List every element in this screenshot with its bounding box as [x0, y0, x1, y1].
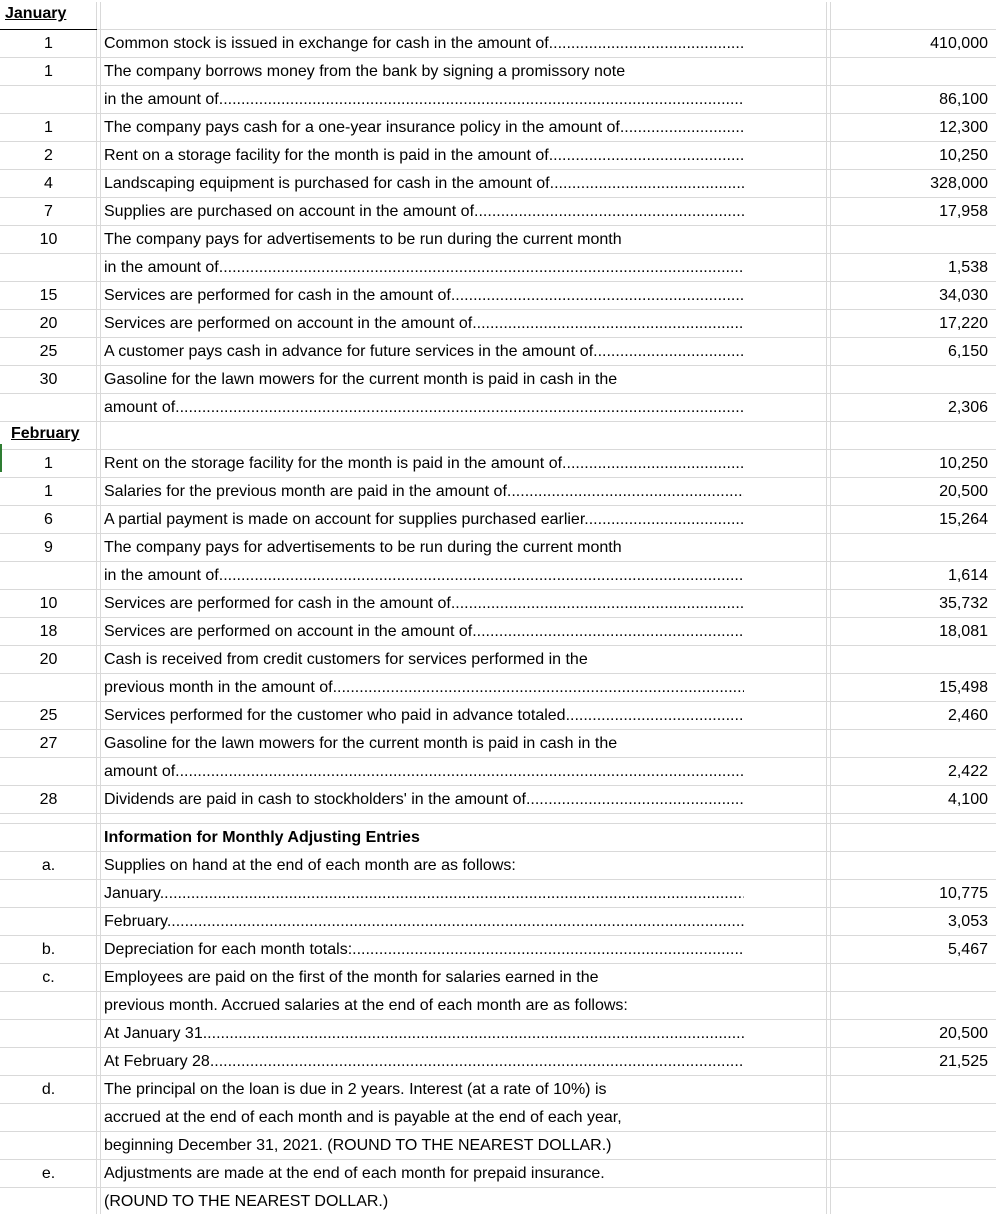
row-description: Employees are paid on the first of the month for salaries earned in the	[104, 969, 599, 986]
row-description: Information for Monthly Adjusting Entries	[104, 829, 420, 846]
table-row	[0, 936, 996, 964]
row-date: 10	[39, 595, 58, 612]
row-date: d.	[41, 1081, 56, 1098]
cell-c1[interactable]	[0, 758, 97, 786]
table-row	[0, 758, 996, 786]
row-date: 1	[44, 63, 53, 80]
row-amount: 1,614	[947, 567, 988, 584]
row-description: Common stock is issued in exchange for cash in the amount of .....	[104, 35, 744, 53]
february-month-label: February	[11, 425, 80, 442]
table-row	[0, 824, 996, 852]
row-description: previous month. Accrued salaries at the end of each month are as follows:	[104, 997, 628, 1014]
row-description: The company pays for advertisements to be run during the current month	[104, 231, 622, 248]
row-amount: 20,500	[939, 483, 988, 500]
january-month-label: January	[5, 5, 67, 22]
cell-c1[interactable]	[0, 1048, 97, 1076]
row-date: 30	[39, 371, 58, 388]
row-date: 20	[39, 315, 58, 332]
row-description: Rent on the storage facility for the month is paid in the amount of .....	[104, 455, 744, 473]
cell-c5[interactable]	[831, 730, 996, 758]
table-row	[0, 730, 996, 758]
row-amount: 4,100	[947, 791, 988, 808]
cell-c5[interactable]	[831, 1160, 996, 1188]
table-row	[0, 702, 996, 730]
cell-c1[interactable]	[0, 562, 97, 590]
row-description: Rent on a storage facility for the month is paid in the amount of .....	[104, 147, 744, 165]
row-date: 1	[44, 455, 53, 472]
row-description: Adjustments are made at the end of each month for prepaid insurance.	[104, 1165, 605, 1182]
row-amount: 12,300	[939, 119, 988, 136]
cell-c1[interactable]	[0, 86, 97, 114]
row-description: Supplies on hand at the end of each month are as follows:	[104, 857, 516, 874]
row-amount: 2,422	[947, 763, 988, 780]
cell-c5[interactable]	[831, 1076, 996, 1104]
row-description: The company pays for advertisements to be run during the current month	[104, 539, 622, 556]
row-date: 15	[39, 287, 58, 304]
table-row	[0, 338, 996, 366]
cell-c5[interactable]	[831, 1104, 996, 1132]
table-row	[0, 618, 996, 646]
row-description: in the amount of .....	[104, 259, 744, 277]
table-row	[0, 30, 996, 58]
row-date: 25	[39, 343, 58, 360]
row-amount: 6,150	[947, 343, 988, 360]
cell-c5[interactable]	[831, 964, 996, 992]
row-date: 18	[39, 623, 58, 640]
cell-c5[interactable]	[831, 814, 996, 824]
row-description: A customer pays cash in advance for future services in the amount of .....	[104, 343, 744, 361]
row-date: 6	[44, 511, 53, 528]
table-row	[0, 506, 996, 534]
row-description: At January 31 .....	[104, 1025, 744, 1043]
row-amount: 2,306	[947, 399, 988, 416]
table-row	[0, 226, 996, 254]
row-description: The company pays cash for a one-year insurance policy in the amount of .....	[104, 119, 744, 137]
cell-c3[interactable]	[101, 422, 827, 450]
cell-c5[interactable]	[831, 2, 996, 30]
row-amount: 35,732	[939, 595, 988, 612]
cell-c3[interactable]	[101, 2, 827, 30]
row-description: A partial payment is made on account for supplies purchased earlier .....	[104, 511, 744, 529]
table-row	[0, 1160, 996, 1188]
spacer-row	[0, 814, 996, 824]
row-amount: 5,467	[947, 941, 988, 958]
row-date: a.	[41, 857, 56, 874]
row-amount: 20,500	[939, 1025, 988, 1042]
cell-c5[interactable]	[831, 1132, 996, 1160]
cell-c1[interactable]	[0, 992, 97, 1020]
table-row	[0, 86, 996, 114]
cell-c1[interactable]	[0, 674, 97, 702]
table-row	[0, 992, 996, 1020]
row-description: amount of .....	[104, 399, 744, 417]
row-description: The principal on the loan is due in 2 years. Interest (at a rate of 10%) is	[104, 1081, 607, 1098]
row-date: 1	[44, 483, 53, 500]
row-date: 7	[44, 203, 53, 220]
row-description: Dividends are paid in cash to stockholders' in the amount of .....	[104, 791, 744, 809]
row-description: Services are performed for cash in the amount of .....	[104, 595, 744, 613]
row-date: 27	[39, 735, 58, 752]
table-row	[0, 310, 996, 338]
table-row	[0, 646, 996, 674]
cell-c5[interactable]	[831, 58, 996, 86]
table-row	[0, 880, 996, 908]
row-date: 9	[44, 539, 53, 556]
table-row	[0, 562, 996, 590]
cell-c5[interactable]	[831, 992, 996, 1020]
row-date: 10	[39, 231, 58, 248]
table-row	[0, 590, 996, 618]
row-description: accrued at the end of each month and is payable at the end of each year,	[104, 1109, 622, 1126]
row-description: Depreciation for each month totals: .....	[104, 941, 744, 959]
cell-c1[interactable]	[0, 1104, 97, 1132]
row-amount: 17,958	[939, 203, 988, 220]
row-description: Services performed for the customer who paid in advance totaled .....	[104, 707, 744, 725]
row-amount: 410,000	[930, 35, 988, 52]
cell-c1[interactable]	[0, 254, 97, 282]
table-row	[0, 366, 996, 394]
cell-c5[interactable]	[831, 422, 996, 450]
row-amount: 18,081	[939, 623, 988, 640]
row-description: beginning December 31, 2021. (ROUND TO THE NEAREST DOLLAR.)	[104, 1137, 612, 1154]
cell-c5[interactable]	[831, 852, 996, 880]
table-row	[0, 534, 996, 562]
cell-c5[interactable]	[831, 534, 996, 562]
table-row	[0, 58, 996, 86]
row-description: (ROUND TO THE NEAREST DOLLAR.)	[104, 1193, 389, 1210]
table-row	[0, 254, 996, 282]
row-amount: 15,498	[939, 679, 988, 696]
cell-c5[interactable]	[831, 226, 996, 254]
row-amount: 2,460	[947, 707, 988, 724]
table-row	[0, 198, 996, 226]
row-amount: 1,538	[947, 259, 988, 276]
row-description: in the amount of .....	[104, 91, 744, 109]
row-amount: 3,053	[947, 913, 988, 930]
table-row	[0, 114, 996, 142]
row-amount: 17,220	[939, 315, 988, 332]
row-date: 28	[39, 791, 58, 808]
table-row	[0, 1020, 996, 1048]
row-amount: 328,000	[930, 175, 988, 192]
cell-c1[interactable]	[0, 814, 97, 824]
row-description: Services are performed on account in the amount of .....	[104, 623, 744, 641]
cell-c3[interactable]	[101, 814, 827, 824]
row-date: 25	[39, 707, 58, 724]
cell-c1[interactable]	[0, 1132, 97, 1160]
cell-c5[interactable]	[831, 824, 996, 852]
row-date: b.	[41, 941, 56, 958]
row-date: 1	[44, 119, 53, 136]
row-date: 1	[44, 35, 53, 52]
table-row	[0, 394, 996, 422]
row-description: Cash is received from credit customers for services performed in the	[104, 651, 588, 668]
row-amount: 10,250	[939, 455, 988, 472]
cell-c1[interactable]	[0, 1020, 97, 1048]
table-row	[0, 142, 996, 170]
january-header-row	[0, 2, 996, 30]
table-row	[0, 1076, 996, 1104]
row-description: Gasoline for the lawn mowers for the current month is paid in cash in the	[104, 371, 618, 388]
table-row	[0, 674, 996, 702]
cell-c1[interactable]	[0, 394, 97, 422]
table-row	[0, 478, 996, 506]
row-description: Supplies are purchased on account in the amount of .....	[104, 203, 744, 221]
cell-c5[interactable]	[831, 646, 996, 674]
cell-c5[interactable]	[831, 366, 996, 394]
row-description: Services are performed on account in the amount of .....	[104, 315, 744, 333]
table-row	[0, 1188, 996, 1214]
row-date: 4	[44, 175, 53, 192]
cell-c1[interactable]	[0, 824, 97, 852]
february-header-row	[0, 422, 996, 450]
row-description: Salaries for the previous month are paid in the amount of .....	[104, 483, 744, 501]
row-description: The company borrows money from the bank by signing a promissory note	[104, 63, 626, 80]
row-amount: 10,250	[939, 147, 988, 164]
row-description: Services are performed for cash in the amount of .....	[104, 287, 744, 305]
table-row	[0, 1048, 996, 1076]
row-description: Landscaping equipment is purchased for cash in the amount of .....	[104, 175, 744, 193]
row-description: January .....	[104, 885, 744, 903]
table-row	[0, 450, 996, 478]
table-row	[0, 908, 996, 936]
table-row	[0, 282, 996, 310]
cell-c1[interactable]	[0, 908, 97, 936]
row-description: Gasoline for the lawn mowers for the current month is paid in cash in the	[104, 735, 618, 752]
row-description: previous month in the amount of .....	[104, 679, 744, 697]
table-row	[0, 1132, 996, 1160]
table-row	[0, 964, 996, 992]
cell-c5[interactable]	[831, 1188, 996, 1214]
row-amount: 15,264	[939, 511, 988, 528]
row-amount: 21,525	[939, 1053, 988, 1070]
table-row	[0, 1104, 996, 1132]
row-description: amount of .....	[104, 763, 744, 781]
table-row	[0, 852, 996, 880]
row-amount: 10,775	[939, 885, 988, 902]
cell-c1[interactable]	[0, 1188, 97, 1214]
table-row	[0, 786, 996, 814]
row-date: e.	[41, 1165, 56, 1182]
row-amount: 34,030	[939, 287, 988, 304]
row-date: 20	[39, 651, 58, 668]
cell-c1[interactable]	[0, 880, 97, 908]
row-description: February .....	[104, 913, 744, 931]
row-description: At February 28 .....	[104, 1053, 744, 1071]
row-date: 2	[44, 147, 53, 164]
table-row	[0, 170, 996, 198]
row-date: c.	[42, 969, 55, 986]
row-amount: 86,100	[939, 91, 988, 108]
row-description: in the amount of .....	[104, 567, 744, 585]
